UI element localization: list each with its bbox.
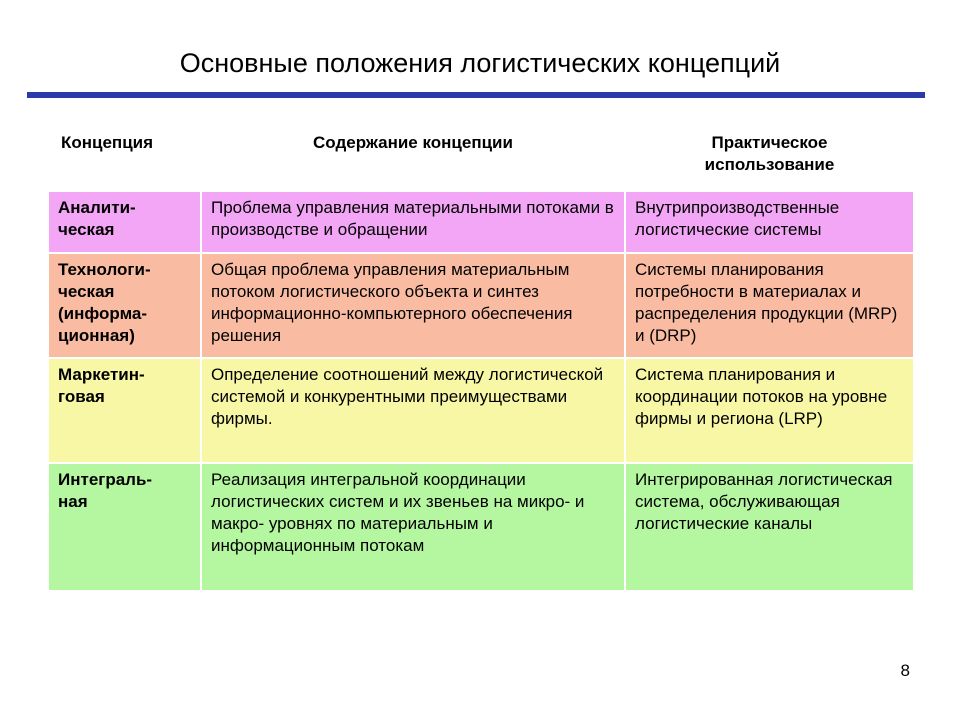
table-header-row — [48, 124, 914, 191]
row-content: Проблема управления материальными потоками в производстве и обращении — [201, 191, 625, 253]
row-usage: Внутрипроизводственные логистические системы — [625, 191, 914, 253]
row-usage: Системы планирования потребности в материалах и распределения продукции (MRP) и (DRP) — [625, 253, 914, 358]
row-usage: Интегрированная логистическая система, обслуживающая логистические каналы — [625, 463, 914, 591]
table-row — [48, 358, 914, 463]
header-content: Содержание концепции — [201, 124, 625, 191]
row-concept: Аналити- ческая — [48, 191, 201, 253]
row-concept: Технологи- ческая (информа- ционная) — [48, 253, 201, 358]
table-row — [48, 191, 914, 253]
row-content: Общая проблема управления материальным потоком логистического объекта и синтез информационно-компьютерного обеспечения решения — [201, 253, 625, 358]
page-number: 8 — [900, 661, 910, 680]
row-content: Реализация интегральной координации логистических систем и их звеньев на микро- и макро- уровнях по материальным и информационным потокам — [201, 463, 625, 591]
row-concept: Интеграль- ная — [48, 463, 201, 591]
concepts-table — [47, 123, 915, 592]
row-usage: Система планирования и координации потоков на уровне фирмы и региона (LRP) — [625, 358, 914, 463]
row-concept: Маркетин- говая — [48, 358, 201, 463]
header-concept: Концепция — [48, 124, 201, 191]
table-row — [48, 463, 914, 591]
row-content: Определение соотношений между логистической системой и конкурентными преимуществами фирмы. — [201, 358, 625, 463]
slide-title: Основные положения логистических концепций — [179, 48, 781, 78]
header-usage: Практическое использование — [625, 124, 914, 191]
title-underline — [27, 92, 925, 98]
table-row — [48, 253, 914, 358]
